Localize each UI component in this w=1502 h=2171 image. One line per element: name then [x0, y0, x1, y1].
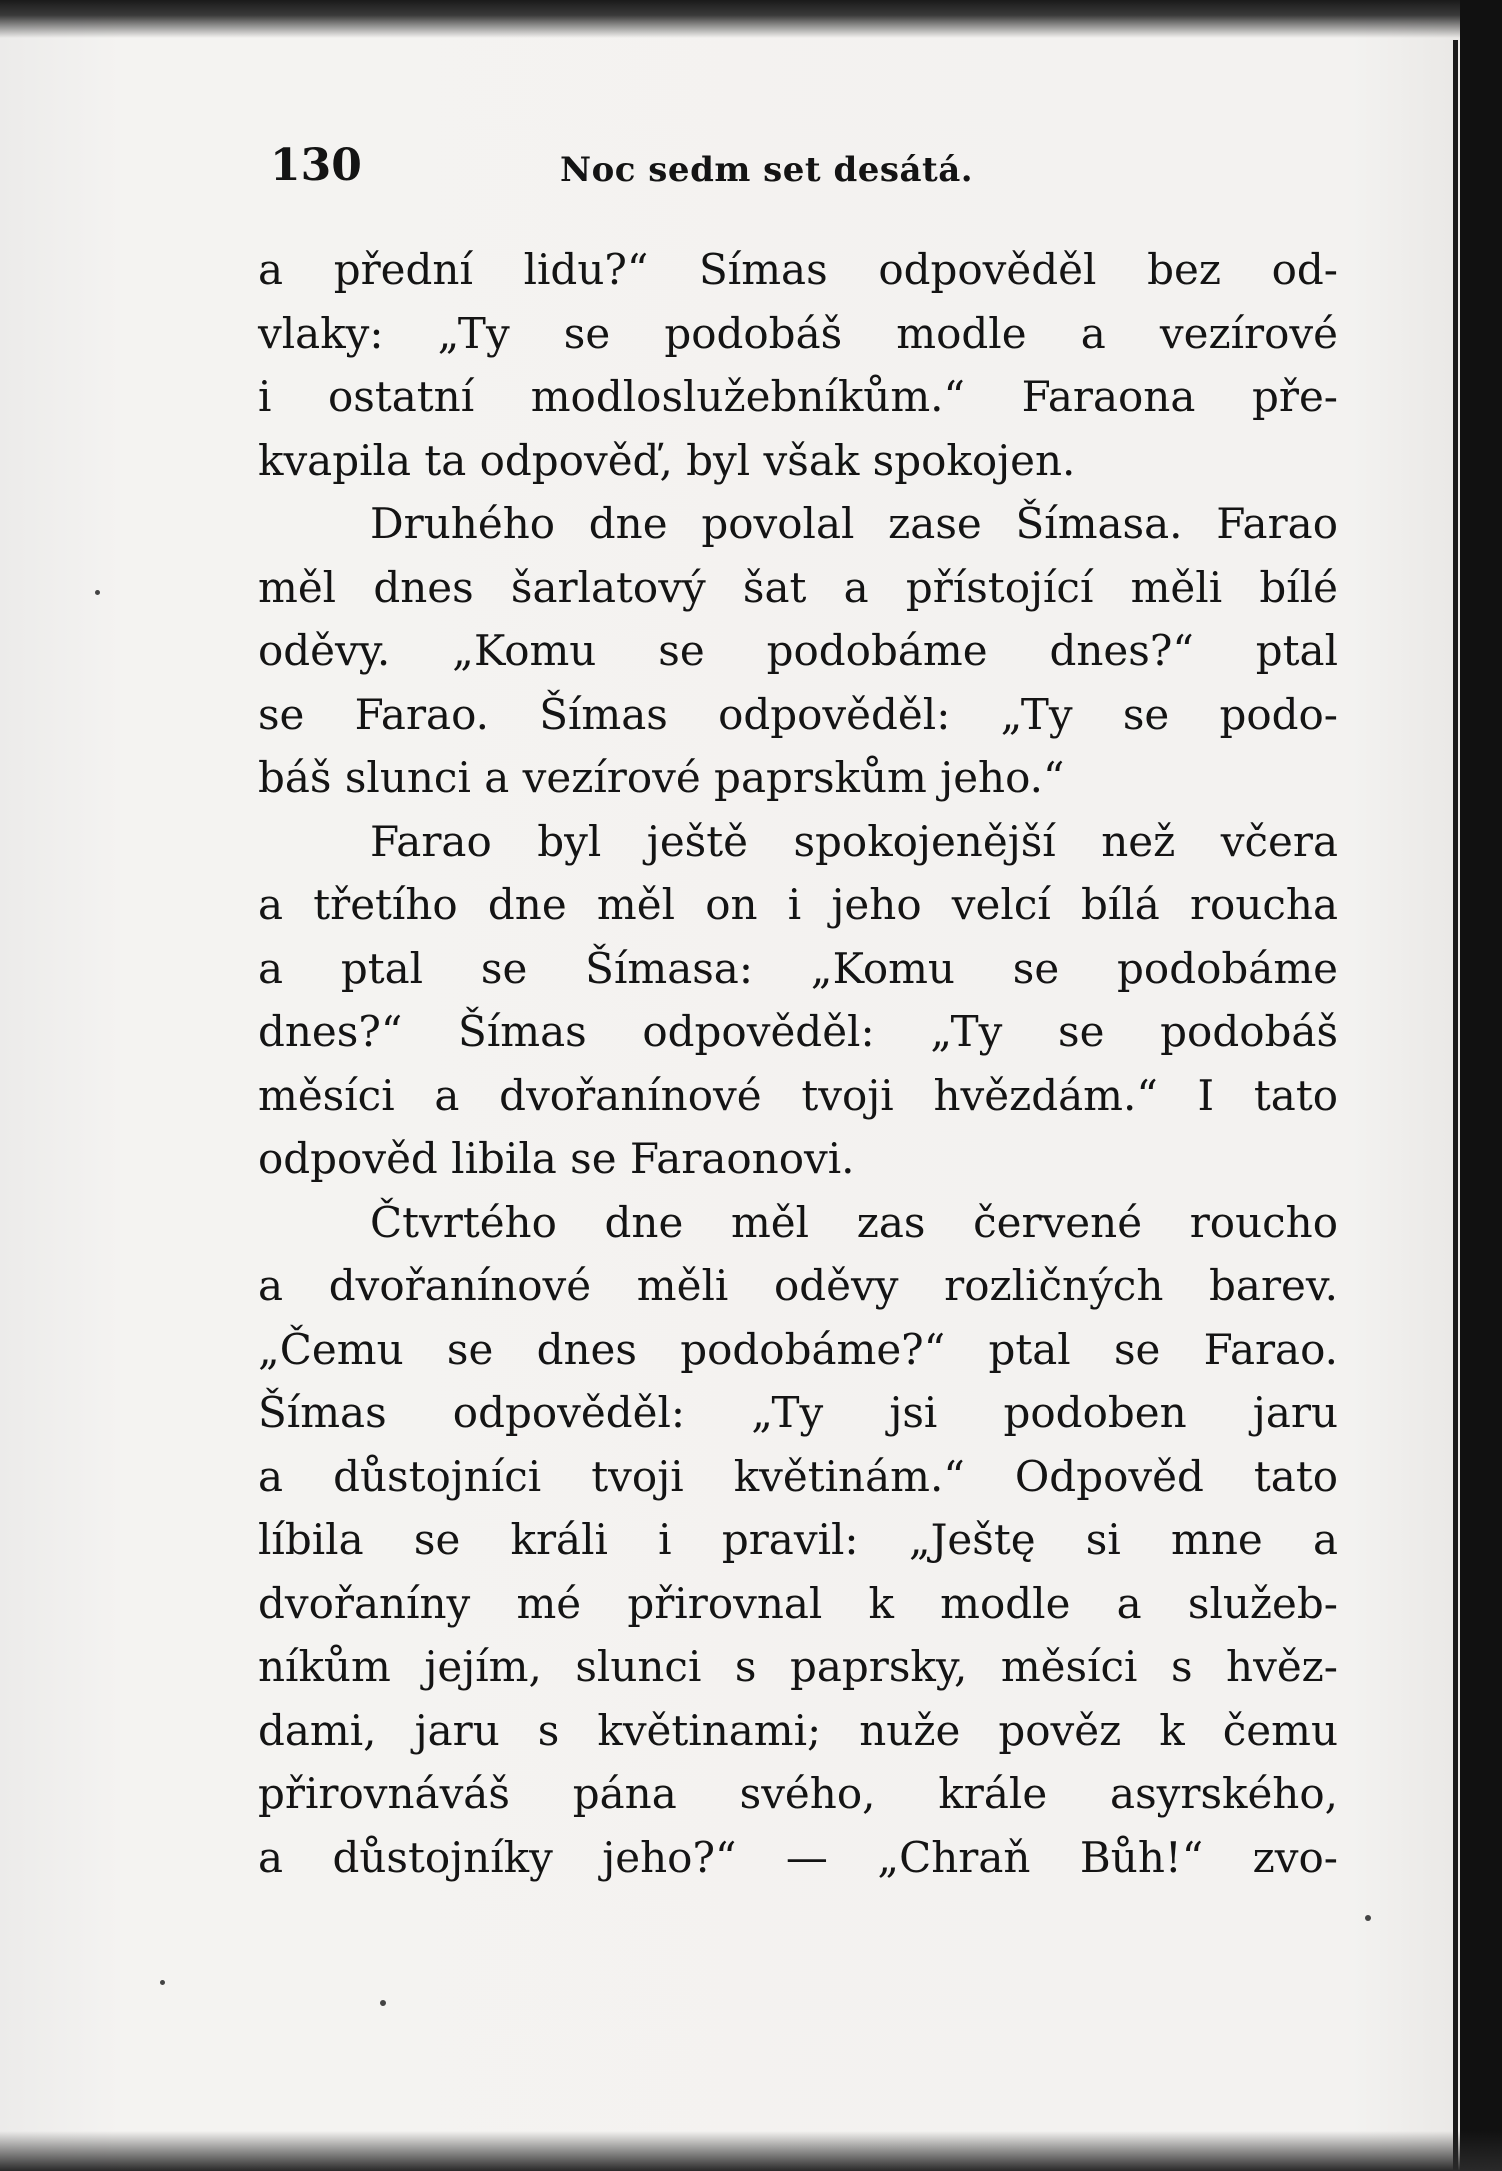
text-line: měsíci a dvořanínové tvoji hvězdám.“ I tato: [258, 1070, 1338, 1120]
text-line: vlaky: „Ty se podobáš modle a vezírové: [258, 308, 1338, 358]
scan-speck: [1365, 1915, 1371, 1921]
running-title: Noc sedm set desátá.: [560, 150, 974, 190]
text-line: líbila se králi i pravil: „Ještę si mne a: [258, 1515, 1338, 1564]
text-line: měl dnes šarlatový šat a přístojící měli bílé: [258, 562, 1338, 612]
binding-line: [1453, 40, 1458, 2170]
scan-speck: [380, 2000, 386, 2006]
text-line: a ptal se Šímasa: „Komu se podobáme: [258, 943, 1338, 993]
text-line: odpověd libila se Faraonovi.: [258, 1134, 855, 1183]
text-line: Druhého dne povolal zase Šímasa. Farao: [370, 499, 1338, 548]
text-line: Šímas odpověděl: „Ty jsi podoben jaru: [258, 1388, 1338, 1437]
text-line: se Farao. Šímas odpověděl: „Ty se podo-: [258, 689, 1338, 739]
scan-bottom-shadow: [0, 2131, 1502, 2171]
text-line: Čtvrtého dne měl zas červené roucho: [370, 1197, 1338, 1247]
scan-speck: [95, 590, 100, 595]
text-line: i ostatní modloslužebníkům.“ Faraona pře-: [258, 372, 1338, 421]
page-number: 130: [270, 140, 362, 191]
scan-top-shadow: [0, 0, 1502, 38]
scan-right-edge: [1460, 0, 1502, 2171]
text-line: dami, jaru s květinami; nuže pověz k čemu: [258, 1705, 1338, 1755]
body-text: [258, 238, 1338, 1889]
text-line: a přední lidu?“ Símas odpověděl bez od-: [258, 245, 1338, 294]
text-line: a důstojníky jeho?“ — „Chraň Bůh!“ zvo-: [258, 1832, 1338, 1882]
text-line: níkům jejím, slunci s paprsky, měsíci s hvěz-: [258, 1642, 1338, 1691]
text-line: přirovnáváš pána svého, krále asyrského,: [258, 1769, 1338, 1818]
text-line: oděvy. „Komu se podobáme dnes?“ ptal: [258, 626, 1338, 675]
text-line: „Čemu se dnes podobáme?“ ptal se Farao.: [258, 1324, 1338, 1374]
text-line: Farao byl ještě spokojenější než včera: [370, 816, 1338, 866]
text-line: a dvořanínové měli oděvy rozličných barev.: [258, 1261, 1338, 1310]
text-line: dnes?“ Šímas odpověděl: „Ty se podobáš: [258, 1007, 1338, 1056]
text-line: a důstojníci tvoji květinám.“ Odpověd tato: [258, 1451, 1338, 1501]
text-line: kvapila ta odpověď, byl však spokojen.: [258, 435, 1076, 485]
text-line: dvořaníny mé přirovnal k modle a služeb-: [258, 1578, 1338, 1628]
page-header: [270, 140, 1320, 200]
text-line: a třetího dne měl on i jeho velcí bílá roucha: [258, 880, 1338, 929]
text-line: báš slunci a vezírové paprskům jeho.“: [258, 753, 1065, 802]
scan-speck: [160, 1980, 165, 1985]
